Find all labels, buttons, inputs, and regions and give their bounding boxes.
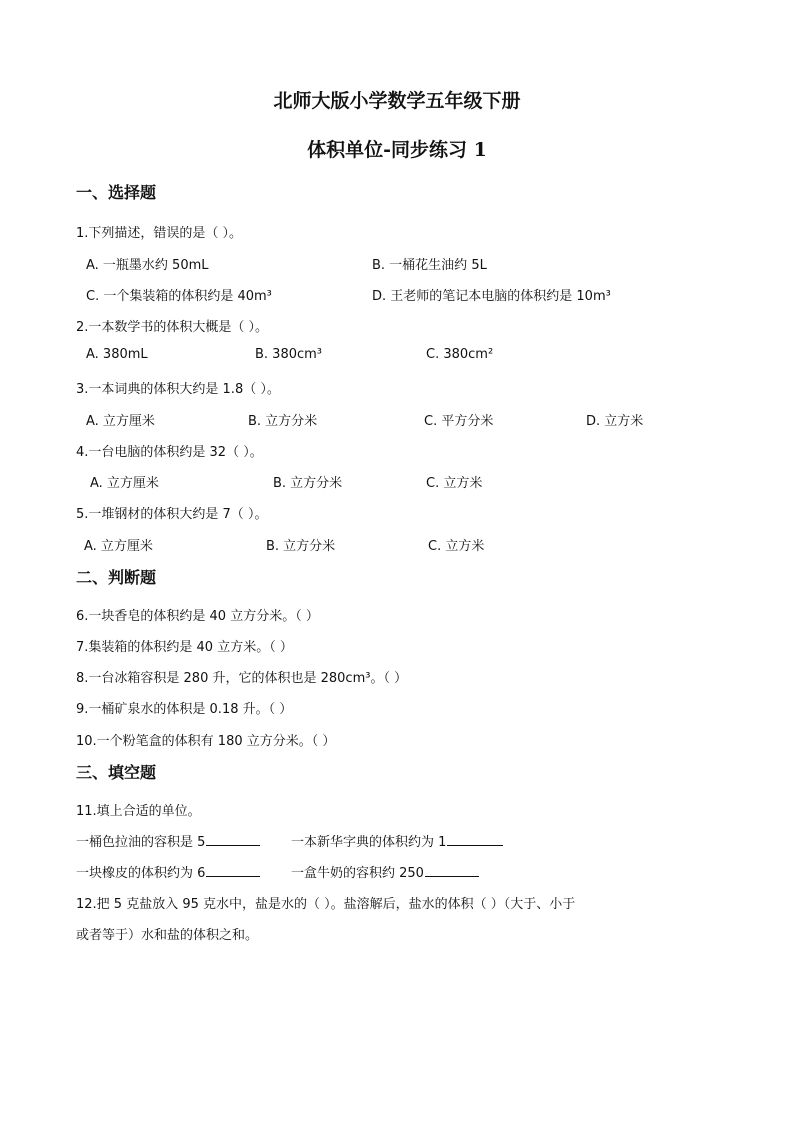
question-10: 10.一个粉笔盒的体积有 180 立方分米。（ ）: [76, 734, 336, 749]
question-1-option-b: B. 一桶花生油约 5L: [372, 258, 487, 273]
question-5-option-a: A. 立方厘米: [84, 539, 153, 554]
question-1-stem: 1.下列描述，错误的是（ ）。: [76, 226, 243, 241]
question-4-stem: 4.一台电脑的体积约是 32（ ）。: [76, 445, 263, 460]
question-5-option-b: B. 立方分米: [266, 539, 336, 554]
question-11-stem: 11.填上合适的单位。: [76, 804, 201, 819]
question-5-option-c: C. 立方米: [428, 539, 485, 554]
section-heading-fill: 三、填空题: [76, 763, 157, 782]
question-2-option-a: A. 380mL: [86, 347, 148, 362]
question-11-item-d-text: 一盒牛奶的容积约 250: [291, 866, 424, 881]
question-11-item-c-text: 一块橡皮的体积约为 6: [76, 866, 206, 881]
question-1-option-c: C. 一个集装箱的体积约是 40m³: [86, 289, 272, 304]
question-9: 9.一桶矿泉水的体积是 0.18 升。（ ）: [76, 702, 293, 717]
question-6: 6.一块香皂的体积约是 40 立方分米。（ ）: [76, 609, 319, 624]
question-4-option-b: B. 立方分米: [273, 476, 343, 491]
question-3-option-d: D. 立方米: [586, 414, 644, 429]
section-heading-judge: 二、判断题: [76, 568, 157, 587]
question-2-stem: 2.一本数学书的体积大概是（ ）。: [76, 320, 269, 335]
question-2-option-c: C. 380cm²: [426, 347, 494, 362]
question-4-option-c: C. 立方米: [426, 476, 483, 491]
document-subtitle: 体积单位-同步练习 1: [307, 139, 487, 161]
question-1-option-d: D. 王老师的笔记本电脑的体积约是 10m³: [372, 289, 611, 304]
question-5-stem: 5.一堆钢材的体积大约是 7（ ）。: [76, 507, 268, 522]
question-12-line-1: 12.把 5 克盐放入 95 克水中，盐是水的（ ）。盐溶解后，盐水的体积（ ）（大于、小于: [76, 897, 576, 912]
question-11-item-a-text: 一桶色拉油的容积是 5: [76, 835, 206, 850]
question-11-item-a: [76, 831, 260, 850]
question-7: 7.集装箱的体积约是 40 立方米。（ ）: [76, 640, 293, 655]
question-11-item-b: [291, 831, 503, 850]
question-11-item-d: [291, 862, 479, 881]
question-3-stem: 3.一本词典的体积大约是 1.8（ ）。: [76, 382, 280, 397]
question-2-option-b: B. 380cm³: [255, 347, 323, 362]
answer-blank[interactable]: [447, 833, 503, 846]
question-3-option-c: C. 平方分米: [424, 414, 494, 429]
question-3-option-a: A. 立方厘米: [86, 414, 155, 429]
question-12-line-2: 或者等于）水和盐的体积之和。: [76, 928, 259, 943]
question-3-option-b: B. 立方分米: [248, 414, 318, 429]
section-heading-choice: 一、选择题: [76, 183, 157, 202]
question-1-option-a: A. 一瓶墨水约 50mL: [86, 258, 209, 273]
question-4-option-a: A. 立方厘米: [90, 476, 159, 491]
answer-blank[interactable]: [206, 833, 260, 846]
answer-blank[interactable]: [425, 864, 479, 877]
question-8: 8.一台冰箱容积是 280 升，它的体积也是 280cm³。（ ）: [76, 671, 408, 686]
question-11-item-c: [76, 862, 260, 881]
answer-blank[interactable]: [206, 864, 260, 877]
document-title: 北师大版小学数学五年级下册: [273, 90, 521, 112]
question-11-item-b-text: 一本新华字典的体积约为 1: [291, 835, 447, 850]
